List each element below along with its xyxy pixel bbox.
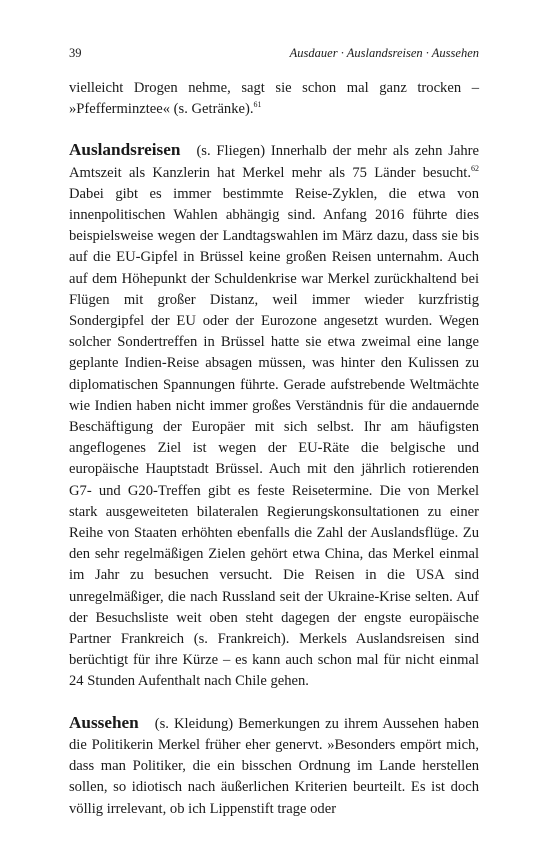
entry-title: Aussehen	[69, 712, 139, 732]
page-header	[69, 46, 479, 66]
continuation-paragraph	[69, 78, 479, 120]
entry-auslandsreisen	[69, 139, 479, 692]
entry-aussehen	[69, 712, 479, 820]
footnote-marker: 61	[253, 100, 262, 110]
body-text	[69, 78, 479, 820]
entry-text: (s. Kleidung) Bemerkungen zu ihrem Aussehen haben die Politikerin Merkel früher eher genervt. »Besonders empört mich, dass man Politiker, die ein bisschen Ordnung im Lande herstellen sollen, so idiotisch nach äußerlichen Kriterien beurteilt. Es ist doch völlig irrelevant, ob ich Lippenstift trage oder	[69, 715, 479, 817]
entry-title: Auslandsreisen	[69, 140, 181, 160]
running-head: Ausdauer · Auslandsreisen · Aussehen	[289, 46, 479, 60]
continuation-text: vielleicht Drogen nehme, sagt sie schon mal ganz trocken – »Pfefferminztee« (s. Getränke).	[69, 80, 479, 118]
entry-text: (s. Fliegen) Innerhalb der mehr als zehn Jahre Amtszeit als Kanzlerin hat Merkel mehr als 75 Länder besucht.	[69, 143, 479, 181]
entry-text: Dabei gibt es immer bestimmte Reise-Zyklen, die etwa von innenpolitischen Wahlen abhängig sind. Anfang 2016 führte dies beispielsweise wegen der Landtagswahlen im März dazu, dass sie bis auf die EU-Gipfel in Brüssel keine großen Reisen unternahm. Auch auf dem Höhepunkt der Schuldenkrise war Merkel zurückhaltend bei Flügen mit großer Distanz, weil immer wieder kurzfristig Sondergipfel der EU oder der Eurozone angesetzt wurden. Wegen solcher Sondertreffen in Brüssel hatte sie etwa zweimal eine lange geplante Indien-Reise absagen müssen, was hinter den Kulissen zu diplomatischen Spannungen führte. Gerade aufstrebende Weltmächte wie Indien haben nicht immer großes Verständnis für die andauernde Beschäftigung der Europäer mit sich selbst. Ihr am häufigsten angeflogenes Ziel ist wegen der EU-Räte die belgische und europäische Hauptstadt Brüssel. Auch mit den jährlich rotierenden G7- und G20-Treffen gibt es feste Reisetermine. Die von Merkel stark ausgeweiteten bilateralen Regierungskonsultationen zu einer Reihe von Staaten erhöhten ebenfalls die Zahl der Auslandsflüge. Zu den sehr regelmäßigen Zielen gehört etwa China, das Merkel einmal im Jahr zu besuchen versucht. Die Reisen in die USA sind unregelmäßiger, die nach Russland seit der Ukraine-Krise selten. Auf der Besuchsliste weit oben steht dagegen der engste europäische Partner Frankreich (s. Frankreich). Merkels Auslandsreisen sind berüchtigt für ihre Kürze – es kann auch schon mal für nicht einmal 24 Stunden Aufenthalt nach Chile gehen.	[69, 185, 479, 690]
footnote-marker: 62	[471, 163, 479, 173]
page-number: 39	[69, 46, 82, 60]
